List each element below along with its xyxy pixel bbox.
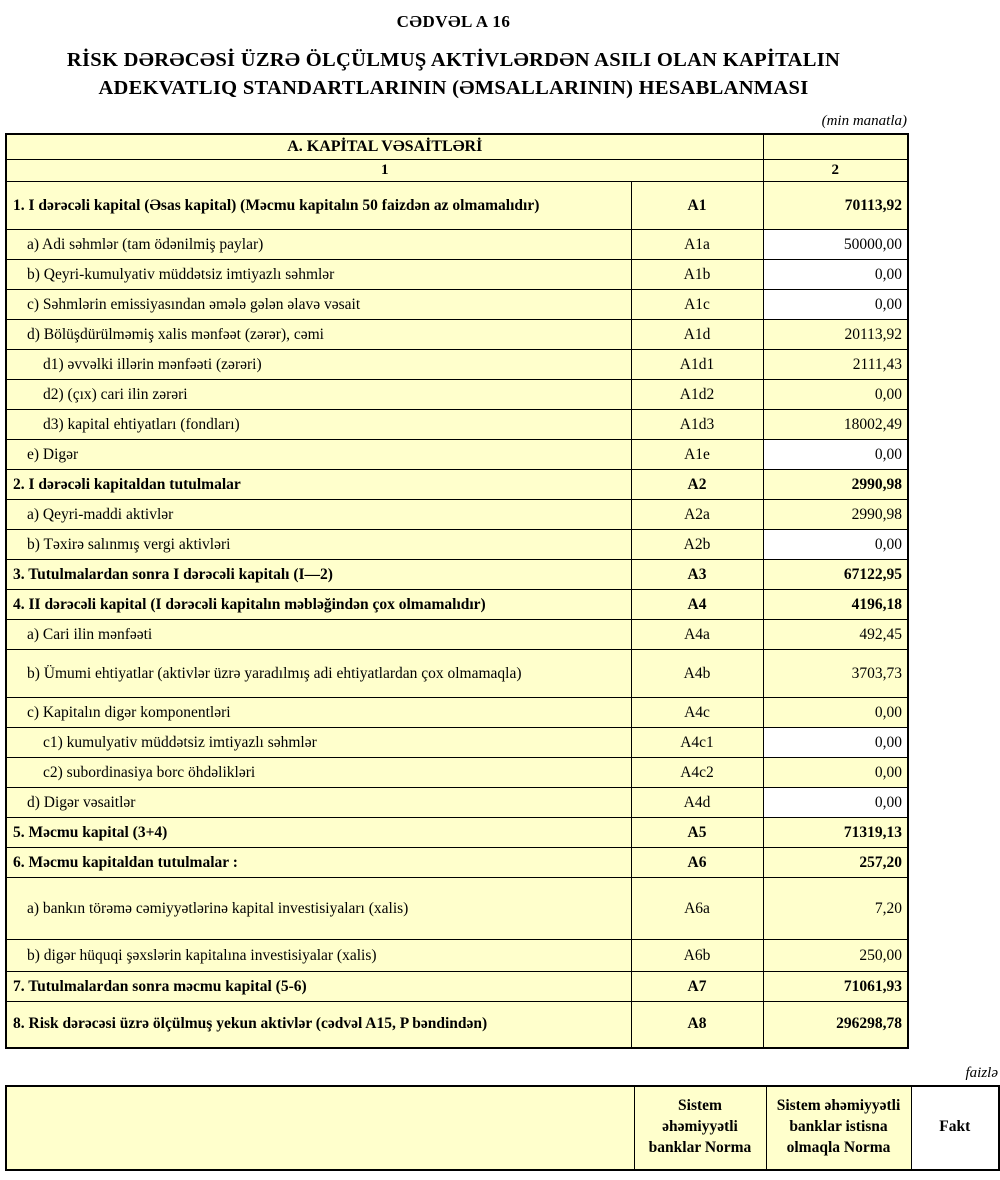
row-label: c1) kumulyativ müddətsiz imtiyazlı səhmlər xyxy=(6,728,631,758)
row-value: 250,00 xyxy=(763,940,908,972)
row-label: c) Səhmlərin emissiyasından əmələ gələn əlavə vəsait xyxy=(6,290,631,320)
row-value: 3703,73 xyxy=(763,650,908,698)
row-label: 4. II dərəcəli kapital (I dərəcəli kapitalın məbləğindən çox olmamalıdır) xyxy=(6,590,631,620)
table-row xyxy=(6,972,908,1002)
row-label: 5. Məcmu kapital (3+4) xyxy=(6,818,631,848)
row-value: 20113,92 xyxy=(763,320,908,350)
row-label: b) Təxirə salınmış vergi aktivləri xyxy=(6,530,631,560)
section-title: A. KAPİTAL VƏSAİTLƏRİ xyxy=(6,134,763,160)
value-column-header-empty xyxy=(763,134,908,160)
row-code: A2b xyxy=(631,530,763,560)
norm-systemic-banks-header: Sistem əhəmiyyətli banklar Norma xyxy=(634,1086,766,1170)
row-code: A5 xyxy=(631,818,763,848)
table-row xyxy=(6,650,908,698)
row-code: A4c2 xyxy=(631,758,763,788)
row-label: 2. I dərəcəli kapitaldan tutulmalar xyxy=(6,470,631,500)
norms-table xyxy=(5,1085,1000,1171)
table-row xyxy=(6,500,908,530)
row-code: A4c1 xyxy=(631,728,763,758)
row-label: a) bankın törəmə cəmiyyətlərinə kapital investisiyaları (xalis) xyxy=(6,878,631,940)
table-row xyxy=(6,440,908,470)
row-code: A4a xyxy=(631,620,763,650)
row-code: A1a xyxy=(631,230,763,260)
capital-table xyxy=(5,133,909,1049)
row-value: 71061,93 xyxy=(763,972,908,1002)
row-value: 70113,92 xyxy=(763,182,908,230)
row-code: A4 xyxy=(631,590,763,620)
row-value: 0,00 xyxy=(763,530,908,560)
table-row xyxy=(6,818,908,848)
row-code: A1d2 xyxy=(631,380,763,410)
row-value: 0,00 xyxy=(763,728,908,758)
row-value: 67122,95 xyxy=(763,560,908,590)
row-label: d3) kapital ehtiyatları (fondları) xyxy=(6,410,631,440)
row-label: 6. Məcmu kapitaldan tutulmalar : xyxy=(6,848,631,878)
table-row xyxy=(6,560,908,590)
table-row xyxy=(6,878,908,940)
table-row xyxy=(6,848,908,878)
row-value: 50000,00 xyxy=(763,230,908,260)
row-label: a) Qeyri-maddi aktivlər xyxy=(6,500,631,530)
row-code: A3 xyxy=(631,560,763,590)
row-label: c) Kapitalın digər komponentləri xyxy=(6,698,631,728)
table-row xyxy=(6,698,908,728)
row-label: d) Bölüşdürülməmiş xalis mənfəət (zərər), cəmi xyxy=(6,320,631,350)
row-code: A4c xyxy=(631,698,763,728)
row-code: A6a xyxy=(631,878,763,940)
table-row xyxy=(6,590,908,620)
row-code: A1 xyxy=(631,182,763,230)
row-code: A7 xyxy=(631,972,763,1002)
column-number-2: 2 xyxy=(763,160,908,182)
table-row xyxy=(6,380,908,410)
table-row xyxy=(6,410,908,440)
row-code: A1c xyxy=(631,290,763,320)
table-row xyxy=(6,320,908,350)
row-value: 4196,18 xyxy=(763,590,908,620)
unit-note: (min manatla) xyxy=(821,112,907,129)
table-row xyxy=(6,620,908,650)
row-code: A1d3 xyxy=(631,410,763,440)
table-row xyxy=(6,728,908,758)
row-value: 0,00 xyxy=(763,440,908,470)
row-code: A6b xyxy=(631,940,763,972)
row-value: 0,00 xyxy=(763,260,908,290)
table-row xyxy=(6,290,908,320)
row-label: b) digər hüquqi şəxslərin kapitalına investisiyalar (xalis) xyxy=(6,940,631,972)
fakt-header: Fakt xyxy=(911,1086,999,1170)
row-value: 257,20 xyxy=(763,848,908,878)
table-row xyxy=(6,230,908,260)
row-code: A1e xyxy=(631,440,763,470)
row-code: A1d1 xyxy=(631,350,763,380)
row-value: 0,00 xyxy=(763,290,908,320)
table-row xyxy=(6,530,908,560)
row-value: 0,00 xyxy=(763,788,908,818)
norms-header-row xyxy=(6,1086,999,1170)
row-code: A8 xyxy=(631,1002,763,1048)
row-code: A4d xyxy=(631,788,763,818)
page-title-line2: ADEKVATLIQ STANDARTLARININ (ƏMSALLARININ) HESABLANMASI xyxy=(98,77,809,100)
row-code: A2 xyxy=(631,470,763,500)
row-label: c2) subordinasiya borc öhdəlikləri xyxy=(6,758,631,788)
row-label: d) Digər vəsaitlər xyxy=(6,788,631,818)
row-label: b) Ümumi ehtiyatlar (aktivlər üzrə yaradılmış adi ehtiyatlardan çox olmamaqla) xyxy=(6,650,631,698)
table-label: CƏDVƏL A 16 xyxy=(396,12,511,31)
table-row xyxy=(6,182,908,230)
table-row xyxy=(6,1002,908,1048)
page-title-line1: RİSK DƏRƏCƏSİ ÜZRƏ ÖLÇÜLMUŞ AKTİVLƏRDƏN ASILI OLAN KAPİTALIN xyxy=(66,49,841,71)
column-number-1: 1 xyxy=(6,160,763,182)
row-label: d1) əvvəlki illərin mənfəəti (zərəri) xyxy=(6,350,631,380)
row-value: 0,00 xyxy=(763,758,908,788)
table-row xyxy=(6,758,908,788)
document-header xyxy=(0,12,907,103)
row-value: 492,45 xyxy=(763,620,908,650)
row-value: 2990,98 xyxy=(763,470,908,500)
row-label: d2) (çıx) cari ilin zərəri xyxy=(6,380,631,410)
row-label: a) Cari ilin mənfəəti xyxy=(6,620,631,650)
table-row xyxy=(6,788,908,818)
row-label: b) Qeyri-kumulyativ müddətsiz imtiyazlı səhmlər xyxy=(6,260,631,290)
row-code: A1d xyxy=(631,320,763,350)
row-label: a) Adi səhmlər (tam ödənilmiş paylar) xyxy=(6,230,631,260)
section-title-row xyxy=(6,134,908,160)
row-label: 7. Tutulmalardan sonra məcmu kapital (5-6) xyxy=(6,972,631,1002)
row-code: A1b xyxy=(631,260,763,290)
table-row xyxy=(6,260,908,290)
table-row xyxy=(6,940,908,972)
row-label: 3. Tutulmalardan sonra I dərəcəli kapitalı (I—2) xyxy=(6,560,631,590)
row-code: A2a xyxy=(631,500,763,530)
norms-empty-cell xyxy=(6,1086,634,1170)
row-value: 0,00 xyxy=(763,380,908,410)
row-code: A6 xyxy=(631,848,763,878)
row-value: 2990,98 xyxy=(763,500,908,530)
norm-non-systemic-banks-header: Sistem əhəmiyyətli banklar istisna olmaqla Norma xyxy=(766,1086,911,1170)
column-number-row xyxy=(6,160,908,182)
row-label: 8. Risk dərəcəsi üzrə ölçülmuş yekun aktivlər (cədvəl A15, P bəndindən) xyxy=(6,1002,631,1048)
row-value: 71319,13 xyxy=(763,818,908,848)
row-value: 2111,43 xyxy=(763,350,908,380)
percent-note: faizlə xyxy=(965,1064,998,1081)
row-value: 296298,78 xyxy=(763,1002,908,1048)
table-row xyxy=(6,350,908,380)
row-value: 0,00 xyxy=(763,698,908,728)
row-value: 18002,49 xyxy=(763,410,908,440)
row-value: 7,20 xyxy=(763,878,908,940)
row-label: 1. I dərəcəli kapital (Əsas kapital) (Məcmu kapitalın 50 faizdən az olmamalıdır) xyxy=(6,182,631,230)
row-label: e) Digər xyxy=(6,440,631,470)
page-title xyxy=(0,46,907,103)
table-row xyxy=(6,470,908,500)
row-code: A4b xyxy=(631,650,763,698)
